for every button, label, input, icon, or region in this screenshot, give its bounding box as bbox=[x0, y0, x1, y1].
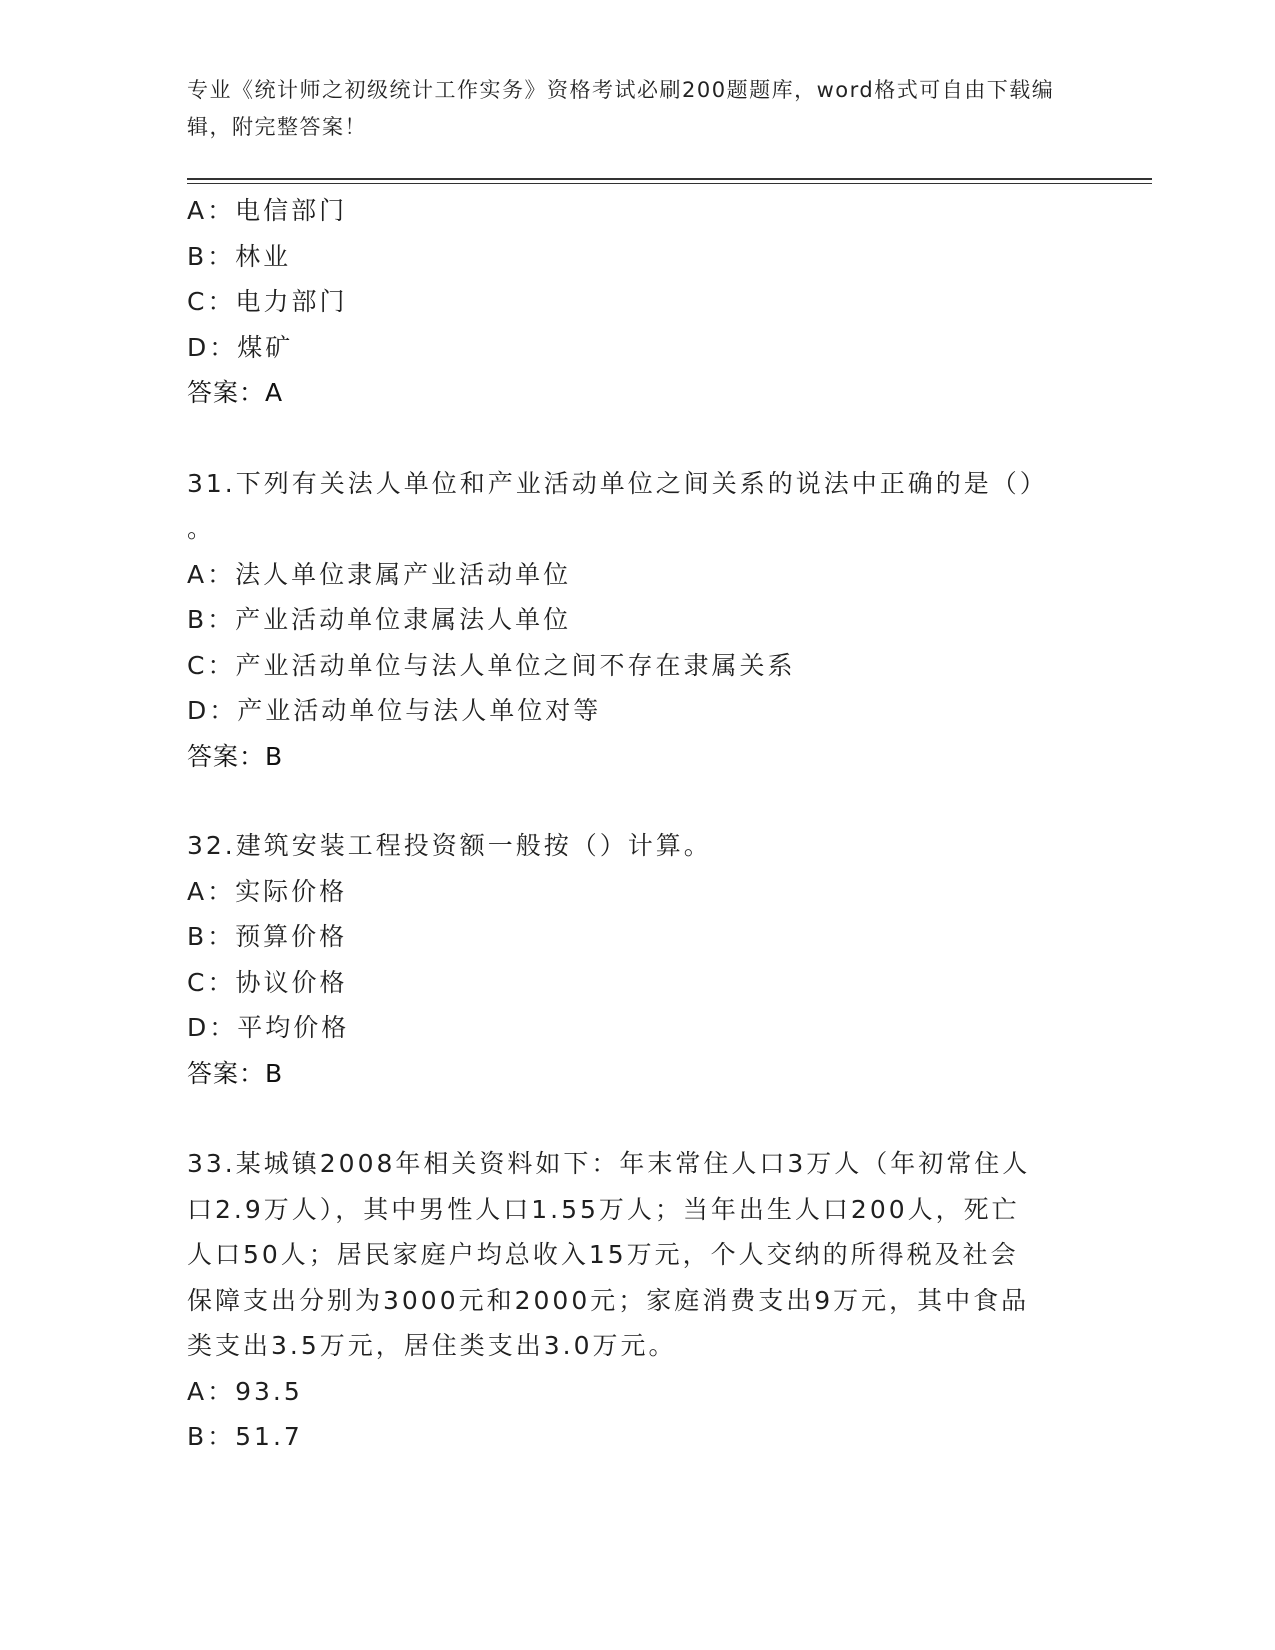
option-d: D：平均价格 bbox=[187, 1013, 350, 1042]
option-c: C：协议价格 bbox=[187, 967, 348, 997]
option-d: D：产业活动单位与法人单位对等 bbox=[187, 696, 602, 725]
option-a: A：法人单位隶属产业活动单位 bbox=[187, 559, 572, 589]
option-b: B：51.7 bbox=[187, 1422, 303, 1451]
option-b: B：预算价格 bbox=[187, 922, 348, 951]
option-a: A：93.5 bbox=[187, 1376, 303, 1406]
answer-30: 答案：A bbox=[187, 378, 284, 407]
question-31 bbox=[187, 461, 1087, 780]
question-33-stem-line: 口2.9万人），其中男性人口1.55万人；当年出生人口200人，死亡 bbox=[187, 1194, 1020, 1224]
option-a: A：电信部门 bbox=[187, 196, 348, 225]
question-31-stem-cont: 。 bbox=[187, 514, 216, 543]
question-31-stem: 31.下列有关法人单位和产业活动单位之间关系的说法中正确的是（） bbox=[187, 468, 1048, 498]
question-33-stem-line: 保障支出分别为3000元和2000元；家庭消费支出9万元，其中食品 bbox=[187, 1285, 1030, 1315]
question-33-stem-line: 人口50人；居民家庭户均总收入15万元，个人交纳的所得税及社会 bbox=[187, 1240, 1019, 1269]
spacer bbox=[187, 416, 1087, 461]
document-header: 专业《统计师之初级统计工作实务》资格考试必刷200题题库，word格式可自由下载编辑，附完整答案！ bbox=[187, 78, 1055, 139]
answer-31: 答案：B bbox=[187, 741, 284, 771]
question-33-stem-line: 33.某城镇2008年相关资料如下：年末常住人口3万人（年初常住人 bbox=[187, 1149, 1031, 1178]
question-32-stem: 32.建筑安装工程投资额一般按（）计算。 bbox=[187, 831, 712, 860]
question-33 bbox=[187, 1141, 1087, 1460]
option-b: B：林业 bbox=[187, 241, 292, 271]
spacer bbox=[187, 1096, 1087, 1141]
header-divider-thin bbox=[187, 183, 1152, 184]
option-d: D：煤矿 bbox=[187, 332, 294, 362]
question-32 bbox=[187, 823, 1087, 1096]
document-body bbox=[187, 188, 1087, 1460]
header-divider-thick bbox=[187, 178, 1152, 180]
option-c: C：电力部门 bbox=[187, 287, 348, 316]
answer-32: 答案：B bbox=[187, 1058, 284, 1088]
question-33-stem-line: 类支出3.5万元，居住类支出3.0万元。 bbox=[187, 1331, 677, 1360]
option-a: A：实际价格 bbox=[187, 876, 348, 906]
option-b: B：产业活动单位隶属法人单位 bbox=[187, 605, 572, 634]
option-c: C：产业活动单位与法人单位之间不存在隶属关系 bbox=[187, 650, 796, 680]
spacer bbox=[187, 779, 1087, 823]
question-30-options bbox=[187, 188, 1087, 416]
